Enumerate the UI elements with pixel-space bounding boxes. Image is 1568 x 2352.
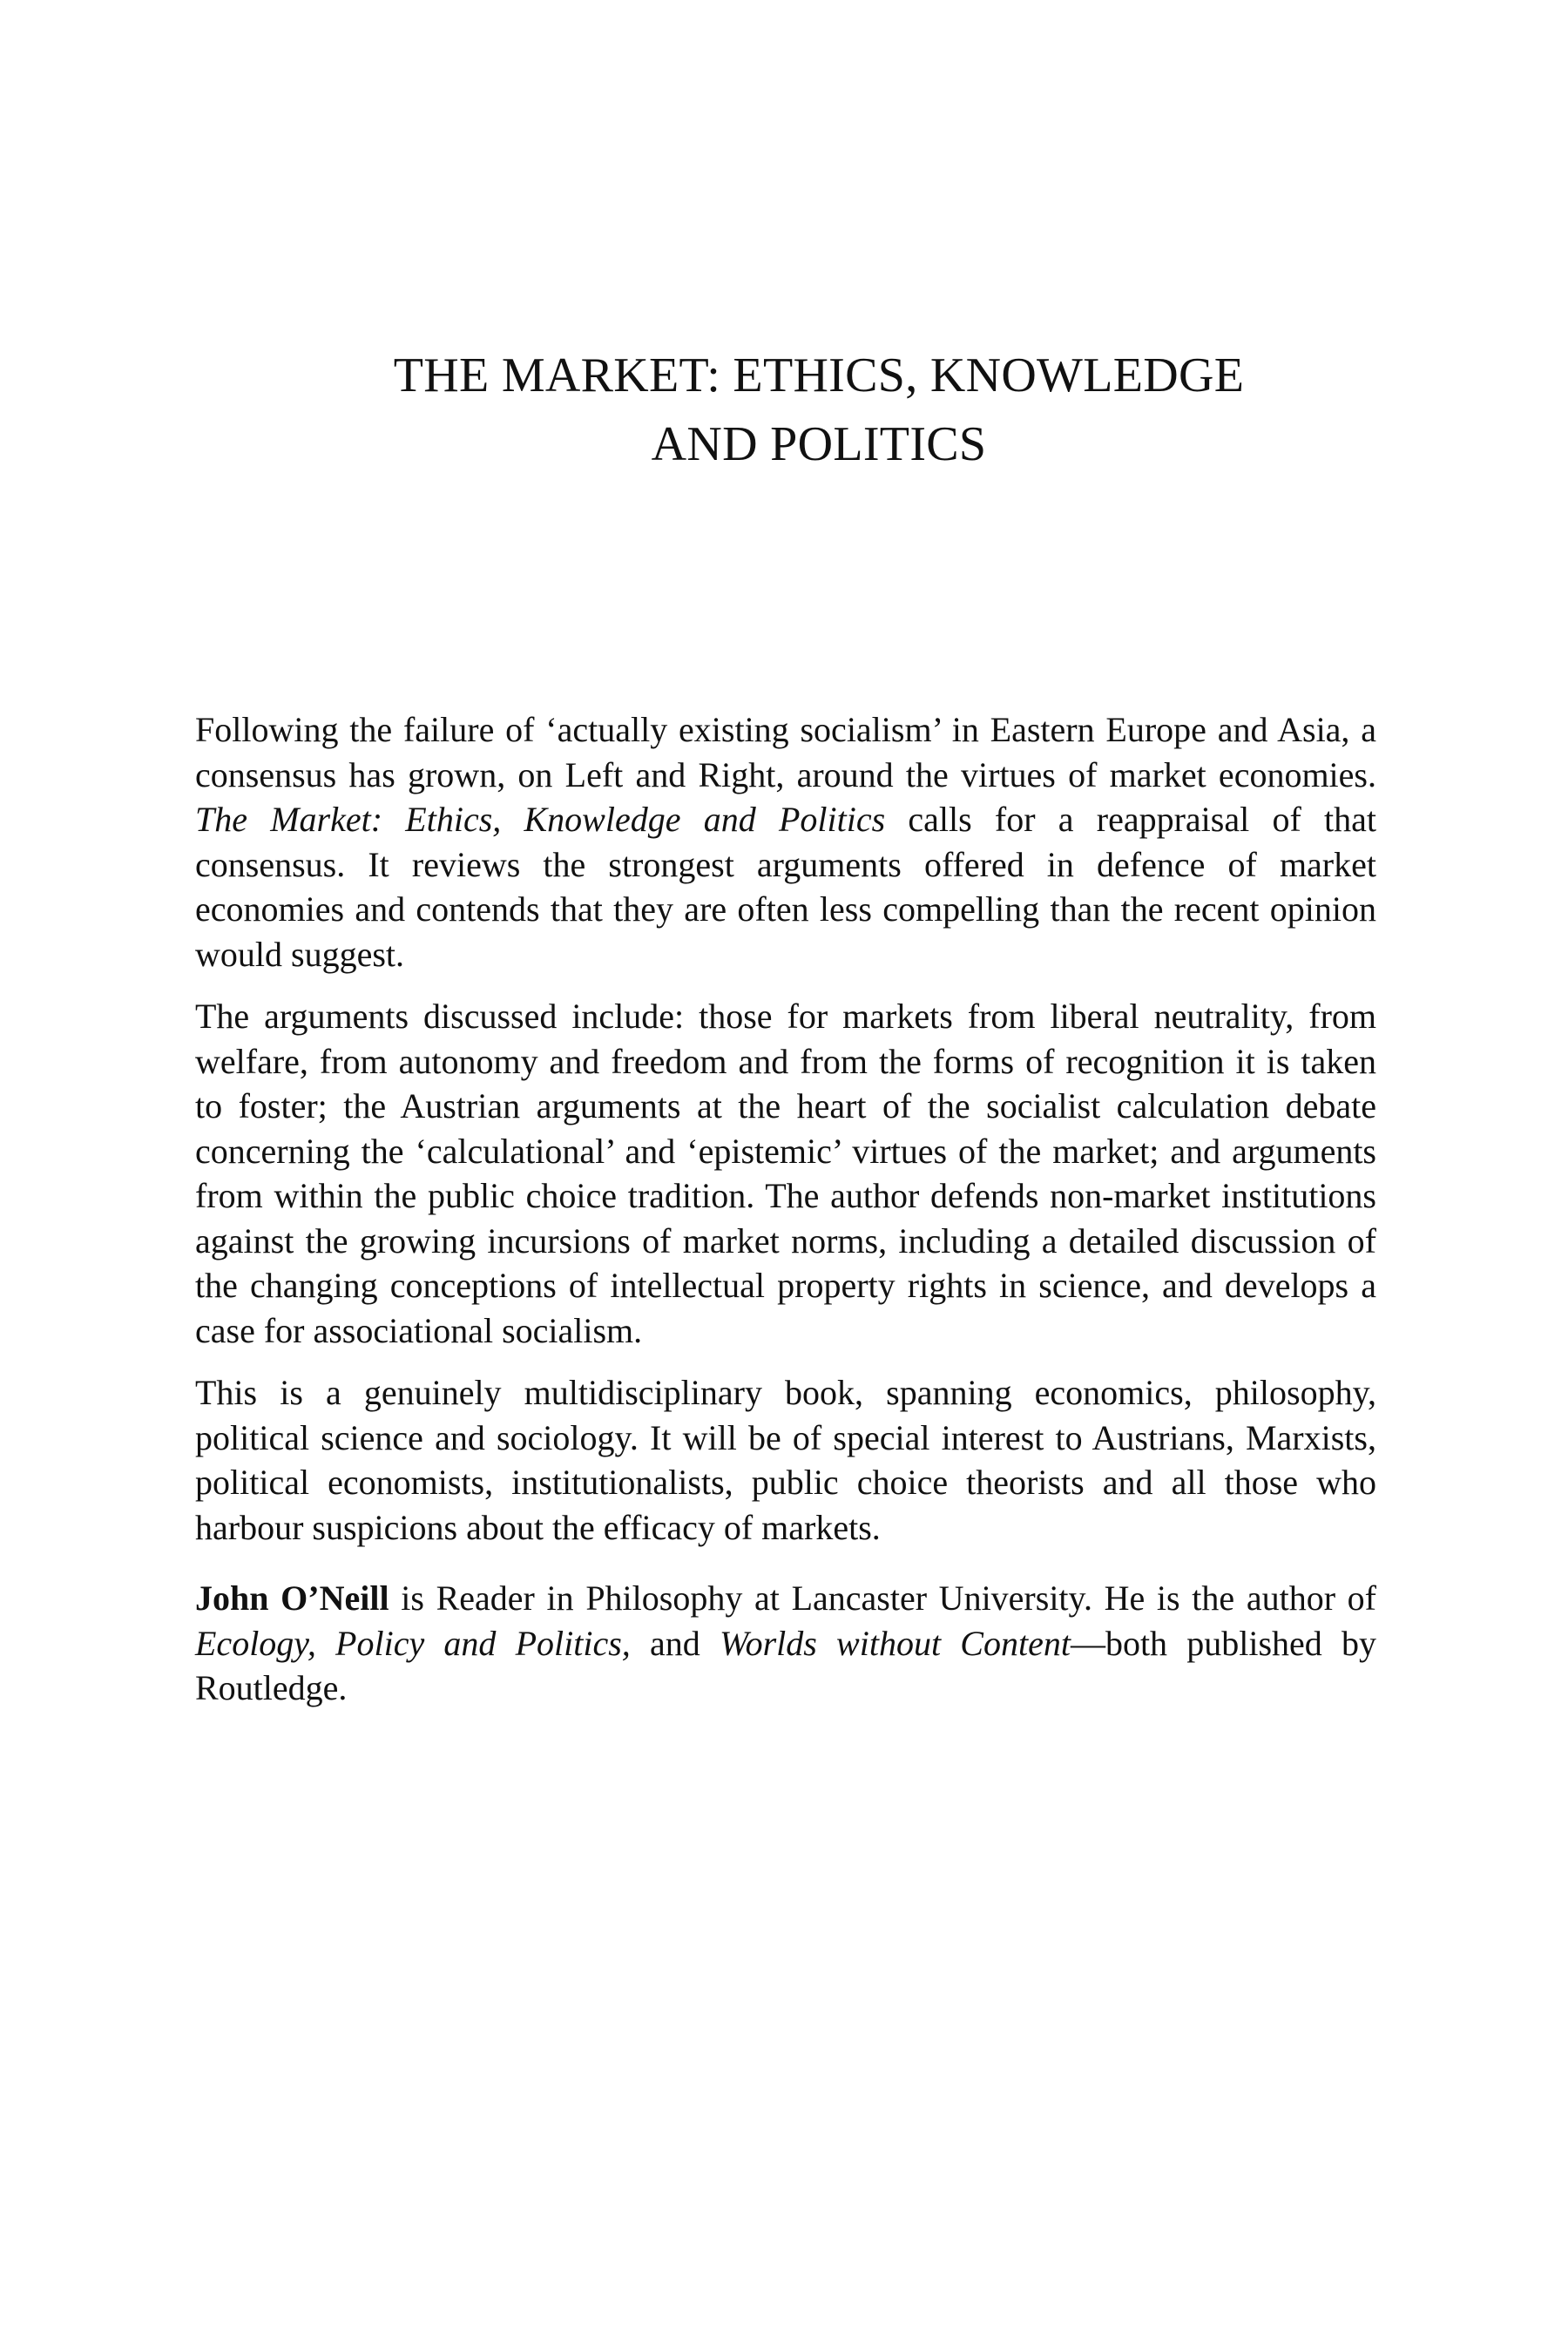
paragraph-intro [195, 707, 1376, 977]
title-line-2: AND POLITICS [651, 417, 987, 471]
paragraph-arguments: The arguments discussed include: those for markets from liberal neutrality, from welfare, from autonomy and freedom and from the forms of recognition it is taken to foster; the Austrian arguments at the heart of the socialist calculation debate concerning the ‘calculational’ and ‘epistemic’ virtues of the market; and arguments from within the public choice tradition. The author defends non-market institutions against the growing incursions of market norms, including a detailed discussion of the changing conceptions of intellectual property rights in science, and develops a case for associational socialism. [195, 997, 1376, 1350]
author-text-1: is Reader in Philosophy at Lancaster University. He is the author of [389, 1578, 1377, 1618]
author-name: John O’Neill [195, 1578, 389, 1618]
author-book-2: Worlds without Content [719, 1623, 1071, 1663]
page-title [174, 341, 1463, 479]
book-title-italic: The Market: Ethics, Knowledge and Politics [195, 800, 886, 839]
book-description [195, 707, 1376, 1728]
paragraph-audience: This is a genuinely multidisciplinary book, spanning economics, philosophy, political science and sociology. It will be of special interest to Austrians, Marxists, political economists, institutionalists, public choice theorists and all those who harbour suspicions about the efficacy of markets. [195, 1373, 1376, 1547]
author-text-2: and [630, 1623, 720, 1663]
intro-text-start: Following the failure of ‘actually existing socialism’ in Eastern Europe and Asia, a consensus has grown, on Left and Right, around the virtues of market economies. [195, 710, 1376, 794]
author-book-1: Ecology, Policy and Politics, [195, 1623, 631, 1663]
author-text-3: —both published by Routledge. [195, 1623, 1376, 1707]
paragraph-author-bio [195, 1576, 1376, 1711]
intro-text-end: calls for a reappraisal of that consensus. It reviews the strongest arguments offered in defence of market economies and contends that they are often less compelling than the recent opinion would suggest. [195, 800, 1376, 974]
title-line-1: THE MARKET: ETHICS, KNOWLEDGE [393, 348, 1245, 402]
